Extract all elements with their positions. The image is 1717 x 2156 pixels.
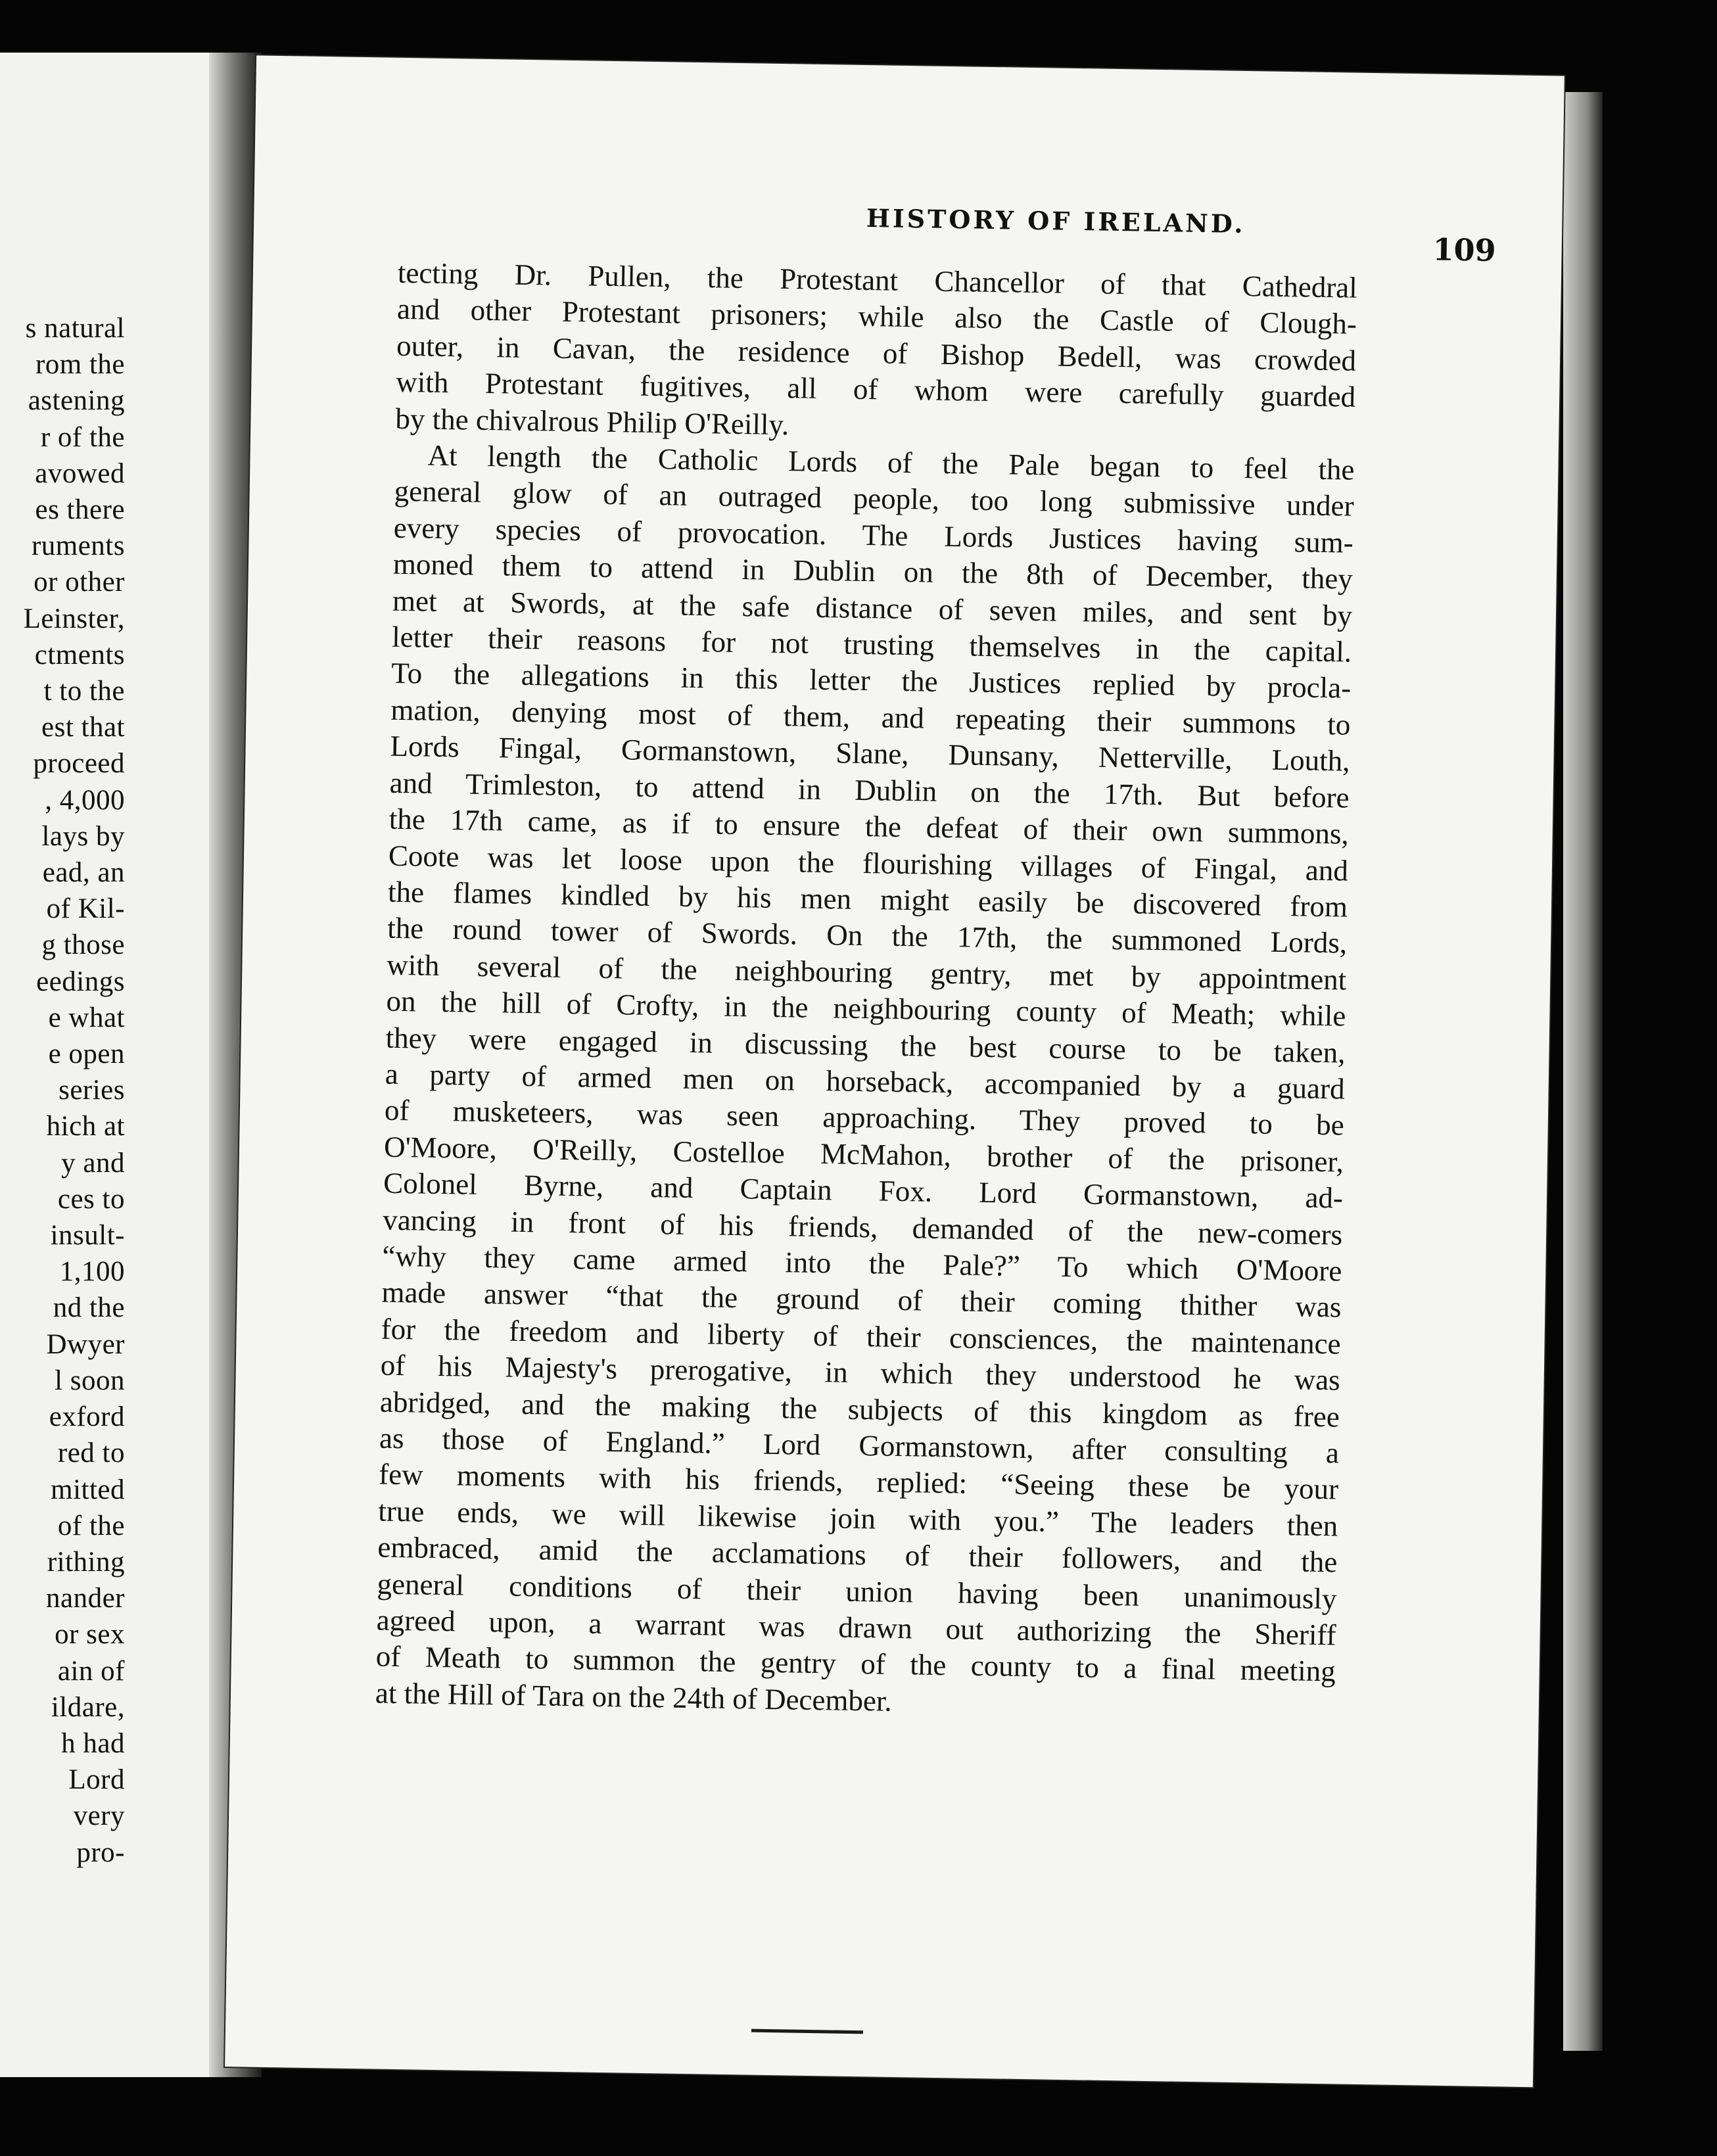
text-line: few moments with his friends, replied: “Seeing these be your bbox=[378, 1457, 1339, 1506]
left-page-line: rom the bbox=[35, 349, 125, 381]
left-page-line: y and bbox=[61, 1147, 125, 1179]
left-page-line: h had bbox=[61, 1727, 125, 1759]
left-page-line: Dwyer bbox=[46, 1328, 125, 1360]
left-page-line: pro- bbox=[76, 1837, 125, 1868]
text-line: by the chivalrous Philip O'Reilly. bbox=[395, 402, 789, 441]
text-line: on the hill of Crofty, in the neighbouring county of Meath; while bbox=[386, 984, 1346, 1033]
left-page-line: hich at bbox=[46, 1111, 125, 1142]
left-page-line: es there bbox=[35, 494, 125, 526]
text-line: of his Majesty's prerogative, in which they understood he was bbox=[380, 1348, 1341, 1397]
text-line: At length the Catholic Lords of the Pale began to feel the bbox=[427, 438, 1355, 486]
left-page-line: 1,100 bbox=[59, 1256, 125, 1288]
page-edge-shadow bbox=[1563, 92, 1603, 2051]
left-page-line: exford bbox=[49, 1401, 125, 1433]
text-line: as those of England.” Lord Gormanstown, after consulting a bbox=[379, 1421, 1340, 1470]
text-line: every species of provocation. The Lords Justices having sum- bbox=[393, 511, 1354, 559]
text-line: vancing in front of his friends, demanded of the new-comers bbox=[382, 1203, 1343, 1252]
running-head: HISTORY OF IRELAND. bbox=[866, 202, 1246, 239]
left-page-line: avowed bbox=[35, 457, 125, 489]
left-page-line: t to the bbox=[43, 676, 125, 707]
text-line: at the Hill of Tara on the 24th of December. bbox=[375, 1676, 893, 1718]
left-page-line: or sex bbox=[55, 1619, 125, 1651]
text-line: abridged, and the making the subjects of this kingdom as free bbox=[379, 1385, 1340, 1434]
left-page-line: proceed bbox=[33, 748, 125, 780]
text-line: true ends, we will likewise join with you.” The leaders then bbox=[377, 1494, 1338, 1543]
text-line: met at Swords, at the safe distance of seven miles, and sent by bbox=[392, 584, 1353, 632]
text-line: the 17th came, as if to ensure the defeat of their own summons, bbox=[388, 802, 1350, 851]
left-page-line: very bbox=[73, 1800, 125, 1832]
text-line: Coote was let loose upon the flourishing villages of Fingal, and bbox=[388, 839, 1349, 887]
text-line: moned them to attend in Dublin on the 8th of December, they bbox=[392, 547, 1353, 596]
end-rule bbox=[751, 2029, 863, 2034]
text-line: O'Moore, O'Reilly, Costelloe McMahon, brother of the prisoner, bbox=[383, 1130, 1344, 1179]
left-page-line: s natural bbox=[25, 313, 125, 344]
text-line: with Protestant fugitives, all of whom were carefully guarded bbox=[395, 365, 1356, 413]
text-line: they were engaged in discussing the best course to be taken, bbox=[385, 1021, 1346, 1069]
left-page-line: or other bbox=[34, 567, 125, 598]
text-line: letter their reasons for not trusting themselves in the capital. bbox=[391, 620, 1352, 668]
left-page-line: Lord bbox=[68, 1764, 125, 1796]
left-page-line: of the bbox=[57, 1510, 125, 1541]
left-page-line: g those bbox=[41, 929, 125, 961]
left-page-text bbox=[0, 310, 125, 1871]
left-page-line: e what bbox=[48, 1002, 125, 1033]
left-page-line: ces to bbox=[57, 1183, 125, 1215]
left-page-line: rithing bbox=[47, 1546, 125, 1578]
left-page-line: mitted bbox=[51, 1474, 125, 1505]
text-line: of Meath to summon the gentry of the county to a final meeting bbox=[375, 1639, 1336, 1688]
text-line: general conditions of their union having been unanimously bbox=[377, 1567, 1337, 1616]
text-line: “why they came armed into the Pale?” To which O'Moore bbox=[382, 1239, 1342, 1288]
text-line: general glow of an outraged people, too long submissive under bbox=[394, 475, 1354, 523]
left-page-line: eedings bbox=[36, 966, 125, 997]
text-line: a party of armed men on horseback, accompanied by a guard bbox=[385, 1057, 1346, 1106]
left-page-line: nander bbox=[46, 1583, 125, 1614]
page-number: 109 bbox=[1432, 231, 1497, 269]
left-page-line: e open bbox=[48, 1039, 125, 1070]
text-line: with several of the neighbouring gentry, met by appointment bbox=[387, 948, 1347, 996]
text-line: and Trimleston, to attend in Dublin on the 17th. But before bbox=[389, 766, 1350, 814]
left-page-line: , 4,000 bbox=[45, 784, 125, 816]
book-page bbox=[225, 55, 1564, 2087]
left-page-line: l soon bbox=[55, 1365, 125, 1396]
left-page-line: insult- bbox=[50, 1220, 125, 1252]
left-page-line: astening bbox=[28, 385, 125, 417]
text-line: Lords Fingal, Gormanstown, Slane, Dunsany, Netterville, Louth, bbox=[390, 729, 1350, 778]
left-page-line: est that bbox=[41, 712, 125, 743]
text-line: tecting Dr. Pullen, the Protestant Chancellor of that Cathedral bbox=[397, 256, 1358, 304]
text-line: the round tower of Swords. On the 17th, the summoned Lords, bbox=[387, 911, 1348, 960]
body-text bbox=[375, 255, 1358, 1727]
text-line: of musketeers, was seen approaching. They proved to be bbox=[384, 1093, 1345, 1142]
text-line: outer, in Cavan, the residence of Bishop Bedell, was crowded bbox=[396, 329, 1357, 377]
text-line: Colonel Byrne, and Captain Fox. Lord Gormanstown, ad- bbox=[383, 1166, 1344, 1215]
text-line: the flames kindled by his men might easily be discovered from bbox=[387, 875, 1348, 924]
text-line: agreed upon, a warrant was drawn out authorizing the Sheriff bbox=[376, 1603, 1336, 1652]
text-line: for the freedom and liberty of their consciences, the maintenance bbox=[381, 1312, 1341, 1361]
left-page-line: ain of bbox=[57, 1655, 125, 1687]
left-page-line: ead, an bbox=[42, 857, 125, 889]
left-page-line: ildare, bbox=[51, 1691, 125, 1723]
left-page-line: ruments bbox=[31, 530, 125, 562]
text-line: mation, denying most of them, and repeating their summons to bbox=[390, 693, 1351, 741]
left-page-line: of Kil- bbox=[46, 893, 125, 925]
left-page-line: red to bbox=[57, 1438, 125, 1469]
text-line: and other Protestant prisoners; while also the Castle of Clough- bbox=[396, 293, 1357, 341]
text-line: To the allegations in this letter the Justices replied by procla- bbox=[390, 657, 1352, 705]
left-page-line: r of the bbox=[40, 421, 125, 453]
text-line: embraced, amid the acclamations of their followers, and the bbox=[377, 1530, 1338, 1579]
text-line: made answer “that the ground of their coming thither was bbox=[381, 1275, 1342, 1324]
left-page-line: nd the bbox=[53, 1292, 125, 1324]
left-page-line: ctments bbox=[34, 639, 125, 670]
left-page-line: series bbox=[59, 1075, 125, 1106]
left-page-line: Leinster, bbox=[23, 603, 125, 634]
left-page-line: lays by bbox=[41, 820, 125, 852]
